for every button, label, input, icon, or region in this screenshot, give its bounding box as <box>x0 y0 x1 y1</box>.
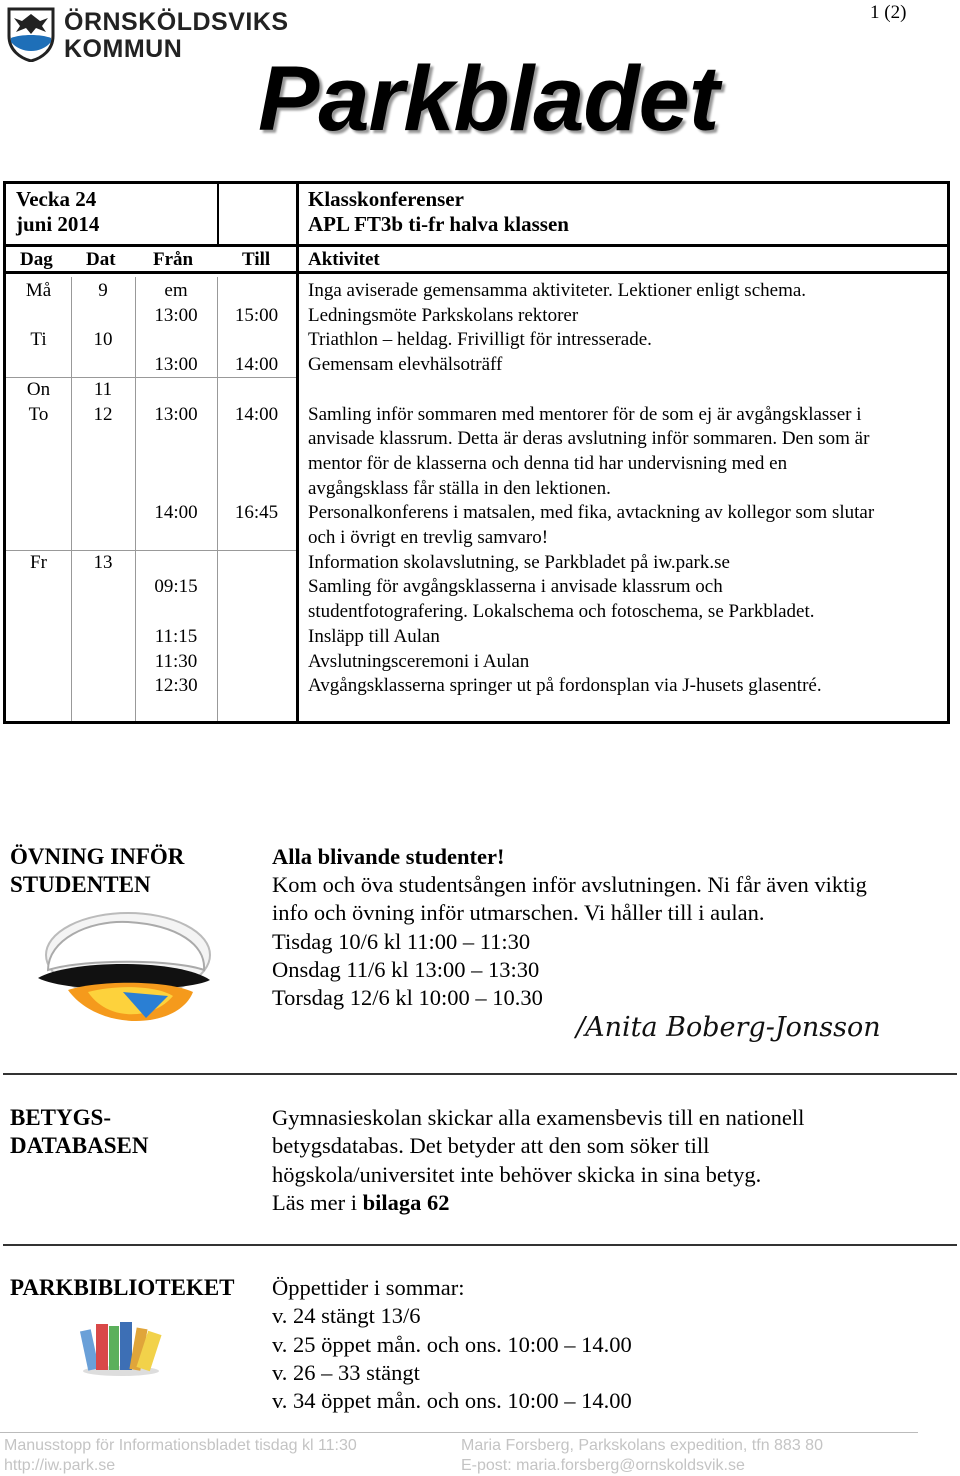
day-cell: Må <box>25 280 52 301</box>
schedule-row <box>6 650 947 675</box>
betyg-title-line-2: DATABASEN <box>10 1133 149 1158</box>
betyg-title <box>10 1104 148 1160</box>
signature: /Anita Boberg-Jonsson <box>576 1012 881 1043</box>
schedule-row <box>6 477 947 502</box>
bibliotek-line: v. 24 stängt 13/6 <box>272 1303 421 1329</box>
week-label: Vecka 24 <box>16 187 97 211</box>
activity-cell: Triathlon – heldag. Frivilligt för intresserade. <box>308 329 652 351</box>
from-time-cell: 11:15 <box>154 625 198 647</box>
divider <box>3 1073 957 1075</box>
ovning-line: info och övning inför utmarschen. Vi håller till i aulan. <box>272 900 765 926</box>
schedule-table <box>3 181 950 724</box>
to-time-cell: 14:00 <box>234 403 279 425</box>
logo-line-2: KOMMUN <box>64 35 183 63</box>
from-time-cell: em <box>164 280 188 301</box>
activity-cell: och i övrigt en trevlig samvaro! <box>308 527 549 548</box>
student-cap-icon <box>28 900 216 1036</box>
activity-cell: Gemensam elevhälsoträff <box>308 354 503 376</box>
footer-url-link[interactable]: http://iw.park.se <box>4 1457 116 1474</box>
municipality-logo <box>6 6 289 64</box>
ovning-line: Kom och öva studentsången inför avslutningen. Ni får även viktig <box>272 872 867 897</box>
bibliotek-line: Öppettider i sommar: <box>272 1275 465 1300</box>
schedule-row <box>6 427 947 452</box>
schedule-row <box>6 551 947 576</box>
activity-cell: studentfotografering. Lokalschema och fotoschema, se Parkbladet. <box>308 601 815 623</box>
date-cell: 12 <box>93 403 113 425</box>
ovning-lead: Alla blivande studenter! <box>272 844 505 869</box>
footer-deadline: Manusstopp för Informationsbladet tisdag kl 11:30 <box>4 1437 357 1454</box>
activity-cell: Inga aviserade gemensamma aktiviteter. Lektioner enligt schema. <box>308 280 807 301</box>
date-cell: 11 <box>93 378 113 400</box>
footer-right <box>461 1436 823 1476</box>
date-cell: 10 <box>93 329 113 351</box>
bibliotek-title: PARKBIBLIOTEKET <box>10 1275 235 1300</box>
ovning-line: Onsdag 11/6 kl 13:00 – 13:30 <box>272 956 540 982</box>
col-header-dat: Dat <box>86 249 116 270</box>
schedule-row <box>6 625 947 650</box>
read-more-prefix: Läs mer i <box>272 1189 357 1215</box>
activity-cell: Samling inför sommaren med mentorer för de som ej är avgångsklasser i <box>308 403 862 425</box>
page-number: 1 (2) <box>870 2 907 23</box>
schedule-row <box>6 353 947 378</box>
day-cell: Ti <box>30 329 47 351</box>
headline-2: APL FT3b ti-fr halva klassen <box>308 212 569 236</box>
from-time-cell: 12:30 <box>154 675 198 697</box>
divider <box>3 1244 957 1246</box>
activity-cell: avgångsklass får ställa in den lektionen. <box>308 477 611 499</box>
schedule-row <box>6 674 947 699</box>
footer-divider <box>0 1432 918 1433</box>
betyg-title-line-1: BETYGS- <box>10 1105 111 1130</box>
bibliotek-line: v. 25 öppet mån. och ons. 10:00 – 14.00 <box>272 1331 632 1357</box>
schedule-row <box>6 304 947 329</box>
betyg-body <box>272 1104 804 1217</box>
logo-line-1: ÖRNSKÖLDSVIKS <box>64 8 289 36</box>
betyg-line: betygsdatabas. Det betyder att den som söker till <box>272 1133 710 1159</box>
day-cell: To <box>28 403 49 425</box>
page-title: Parkbladet <box>258 48 719 150</box>
activity-cell: Personalkonferens i matsalen, med fika, avtackning av kollegor som slutar <box>308 502 875 524</box>
ovning-body <box>272 871 867 1012</box>
footer-contact: Maria Forsberg, Parkskolans expedition, tfn 883 80 <box>461 1437 823 1454</box>
bibliotek-body <box>272 1274 632 1415</box>
activity-cell: Avgångsklasserna springer ut på fordonsplan via J-husets glasentré. <box>308 675 822 697</box>
ovning-title-line-1: ÖVNING INFÖR <box>10 844 185 869</box>
headline-1: Klasskonferenser <box>308 187 464 211</box>
activity-cell: Samling för avgångsklasserna i anvisade klassrum och <box>308 576 723 598</box>
coat-of-arms-icon <box>6 6 56 62</box>
from-time-cell: 13:00 <box>154 304 198 326</box>
col-header-dag: Dag <box>20 249 53 270</box>
schedule-row <box>6 279 947 304</box>
activity-cell: Ledningsmöte Parkskolans rektorer <box>308 304 579 326</box>
betyg-line: högskola/universitet inte behöver skicka in sina betyg. <box>272 1161 762 1187</box>
from-time-cell: 14:00 <box>154 502 198 524</box>
activity-cell: Avslutningsceremoni i Aulan <box>308 650 530 672</box>
col-header-till: Till <box>242 249 271 270</box>
from-time-cell: 13:00 <box>154 354 198 376</box>
schedule-row <box>6 575 947 600</box>
activity-cell: anvisade klassrum. Detta är deras avslutning inför sommaren. Den som är <box>308 428 870 450</box>
date-cell: 13 <box>93 551 113 573</box>
schedule-row <box>6 600 947 625</box>
col-header-aktivitet: Aktivitet <box>308 249 380 270</box>
day-cell: On <box>26 378 51 400</box>
schedule-row <box>6 452 947 477</box>
ovning-title <box>10 843 184 899</box>
from-time-cell: 09:15 <box>154 576 198 598</box>
books-icon <box>80 1316 162 1378</box>
to-time-cell: 16:45 <box>234 502 279 524</box>
ovning-line: Tisdag 10/6 kl 11:00 – 11:30 <box>272 928 531 954</box>
from-time-cell: 11:30 <box>154 650 198 672</box>
schedule-row <box>6 403 947 428</box>
schedule-row <box>6 378 947 403</box>
schedule-row <box>6 501 947 526</box>
month-label: juni 2014 <box>16 212 100 236</box>
date-cell: 9 <box>98 280 108 301</box>
ovning-title-line-2: STUDENTEN <box>10 872 151 897</box>
footer-left <box>4 1436 357 1476</box>
footer-email-link[interactable]: E-post: maria.forsberg@ornskoldsvik.se <box>461 1457 745 1474</box>
col-header-fran: Från <box>153 249 194 270</box>
bibliotek-line: v. 34 öppet mån. och ons. 10:00 – 14.00 <box>272 1388 632 1414</box>
activity-cell: mentor för de klasserna och denna tid har undervisning med en <box>308 452 788 474</box>
betyg-read-more <box>272 1189 804 1217</box>
schedule-row <box>6 526 947 551</box>
ovning-line: Torsdag 12/6 kl 10:00 – 10.30 <box>272 985 543 1011</box>
municipality-name <box>64 9 289 63</box>
betyg-line: Gymnasieskolan skickar alla examensbevis till en nationell <box>272 1105 805 1130</box>
from-time-cell: 13:00 <box>154 403 198 425</box>
bibliotek-line: v. 26 – 33 stängt <box>272 1359 420 1385</box>
schedule-row <box>6 328 947 353</box>
activity-cell: Information skolavslutning, se Parkbladet på iw.park.se <box>308 551 730 573</box>
day-cell: Fr <box>30 551 47 573</box>
bilaga-link[interactable]: bilaga 62 <box>362 1189 450 1215</box>
to-time-cell: 14:00 <box>234 354 279 376</box>
activity-cell: Insläpp till Aulan <box>308 625 440 647</box>
to-time-cell: 15:00 <box>234 304 279 326</box>
